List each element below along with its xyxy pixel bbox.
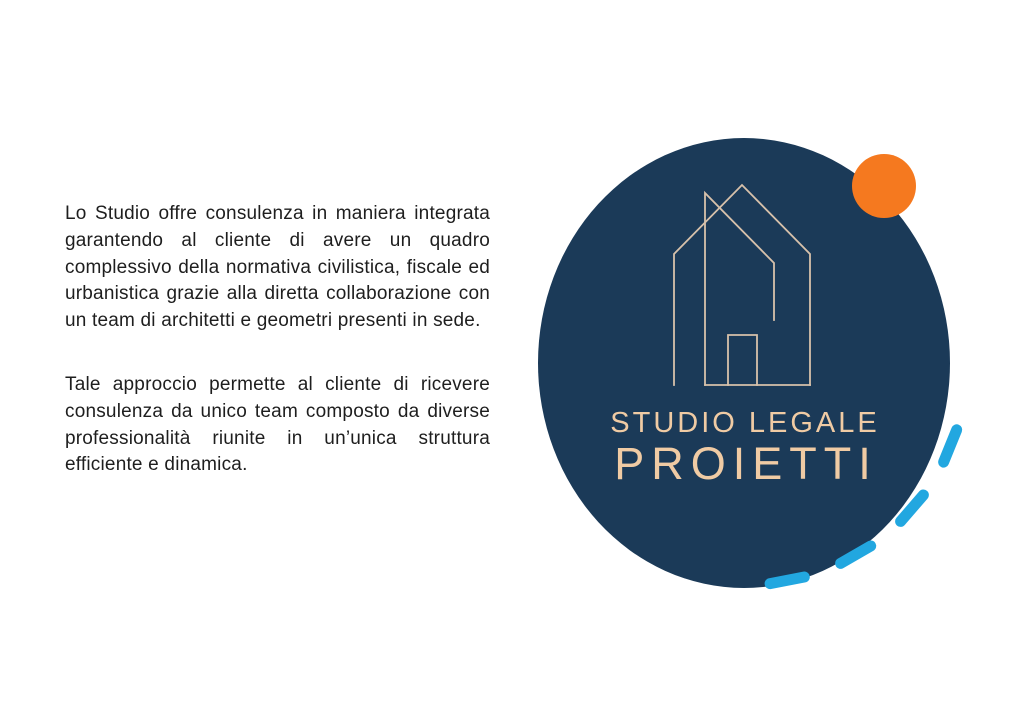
arc-dash-4 <box>770 577 804 584</box>
logo-text-proietti: PROIETTI <box>614 438 878 489</box>
paragraph-consulenza: Lo Studio offre consulenza in maniera integrata garantendo al cliente di avere un quadro complessivo della normativa civilistica, fiscale ed urbanistica grazie alla diretta collaborazione con un team di architetti e geometri presenti in sede. <box>65 203 490 332</box>
logo-text-studio-legale: STUDIO LEGALE <box>610 407 880 439</box>
orange-dot <box>852 154 916 218</box>
paragraph-approccio: Tale approccio permette al cliente di ricevere consulenza da unico team composto da diverse professionalità riunite in un’unica struttura efficiente e dinamica. <box>65 373 490 476</box>
arc-dash-1 <box>944 430 957 462</box>
